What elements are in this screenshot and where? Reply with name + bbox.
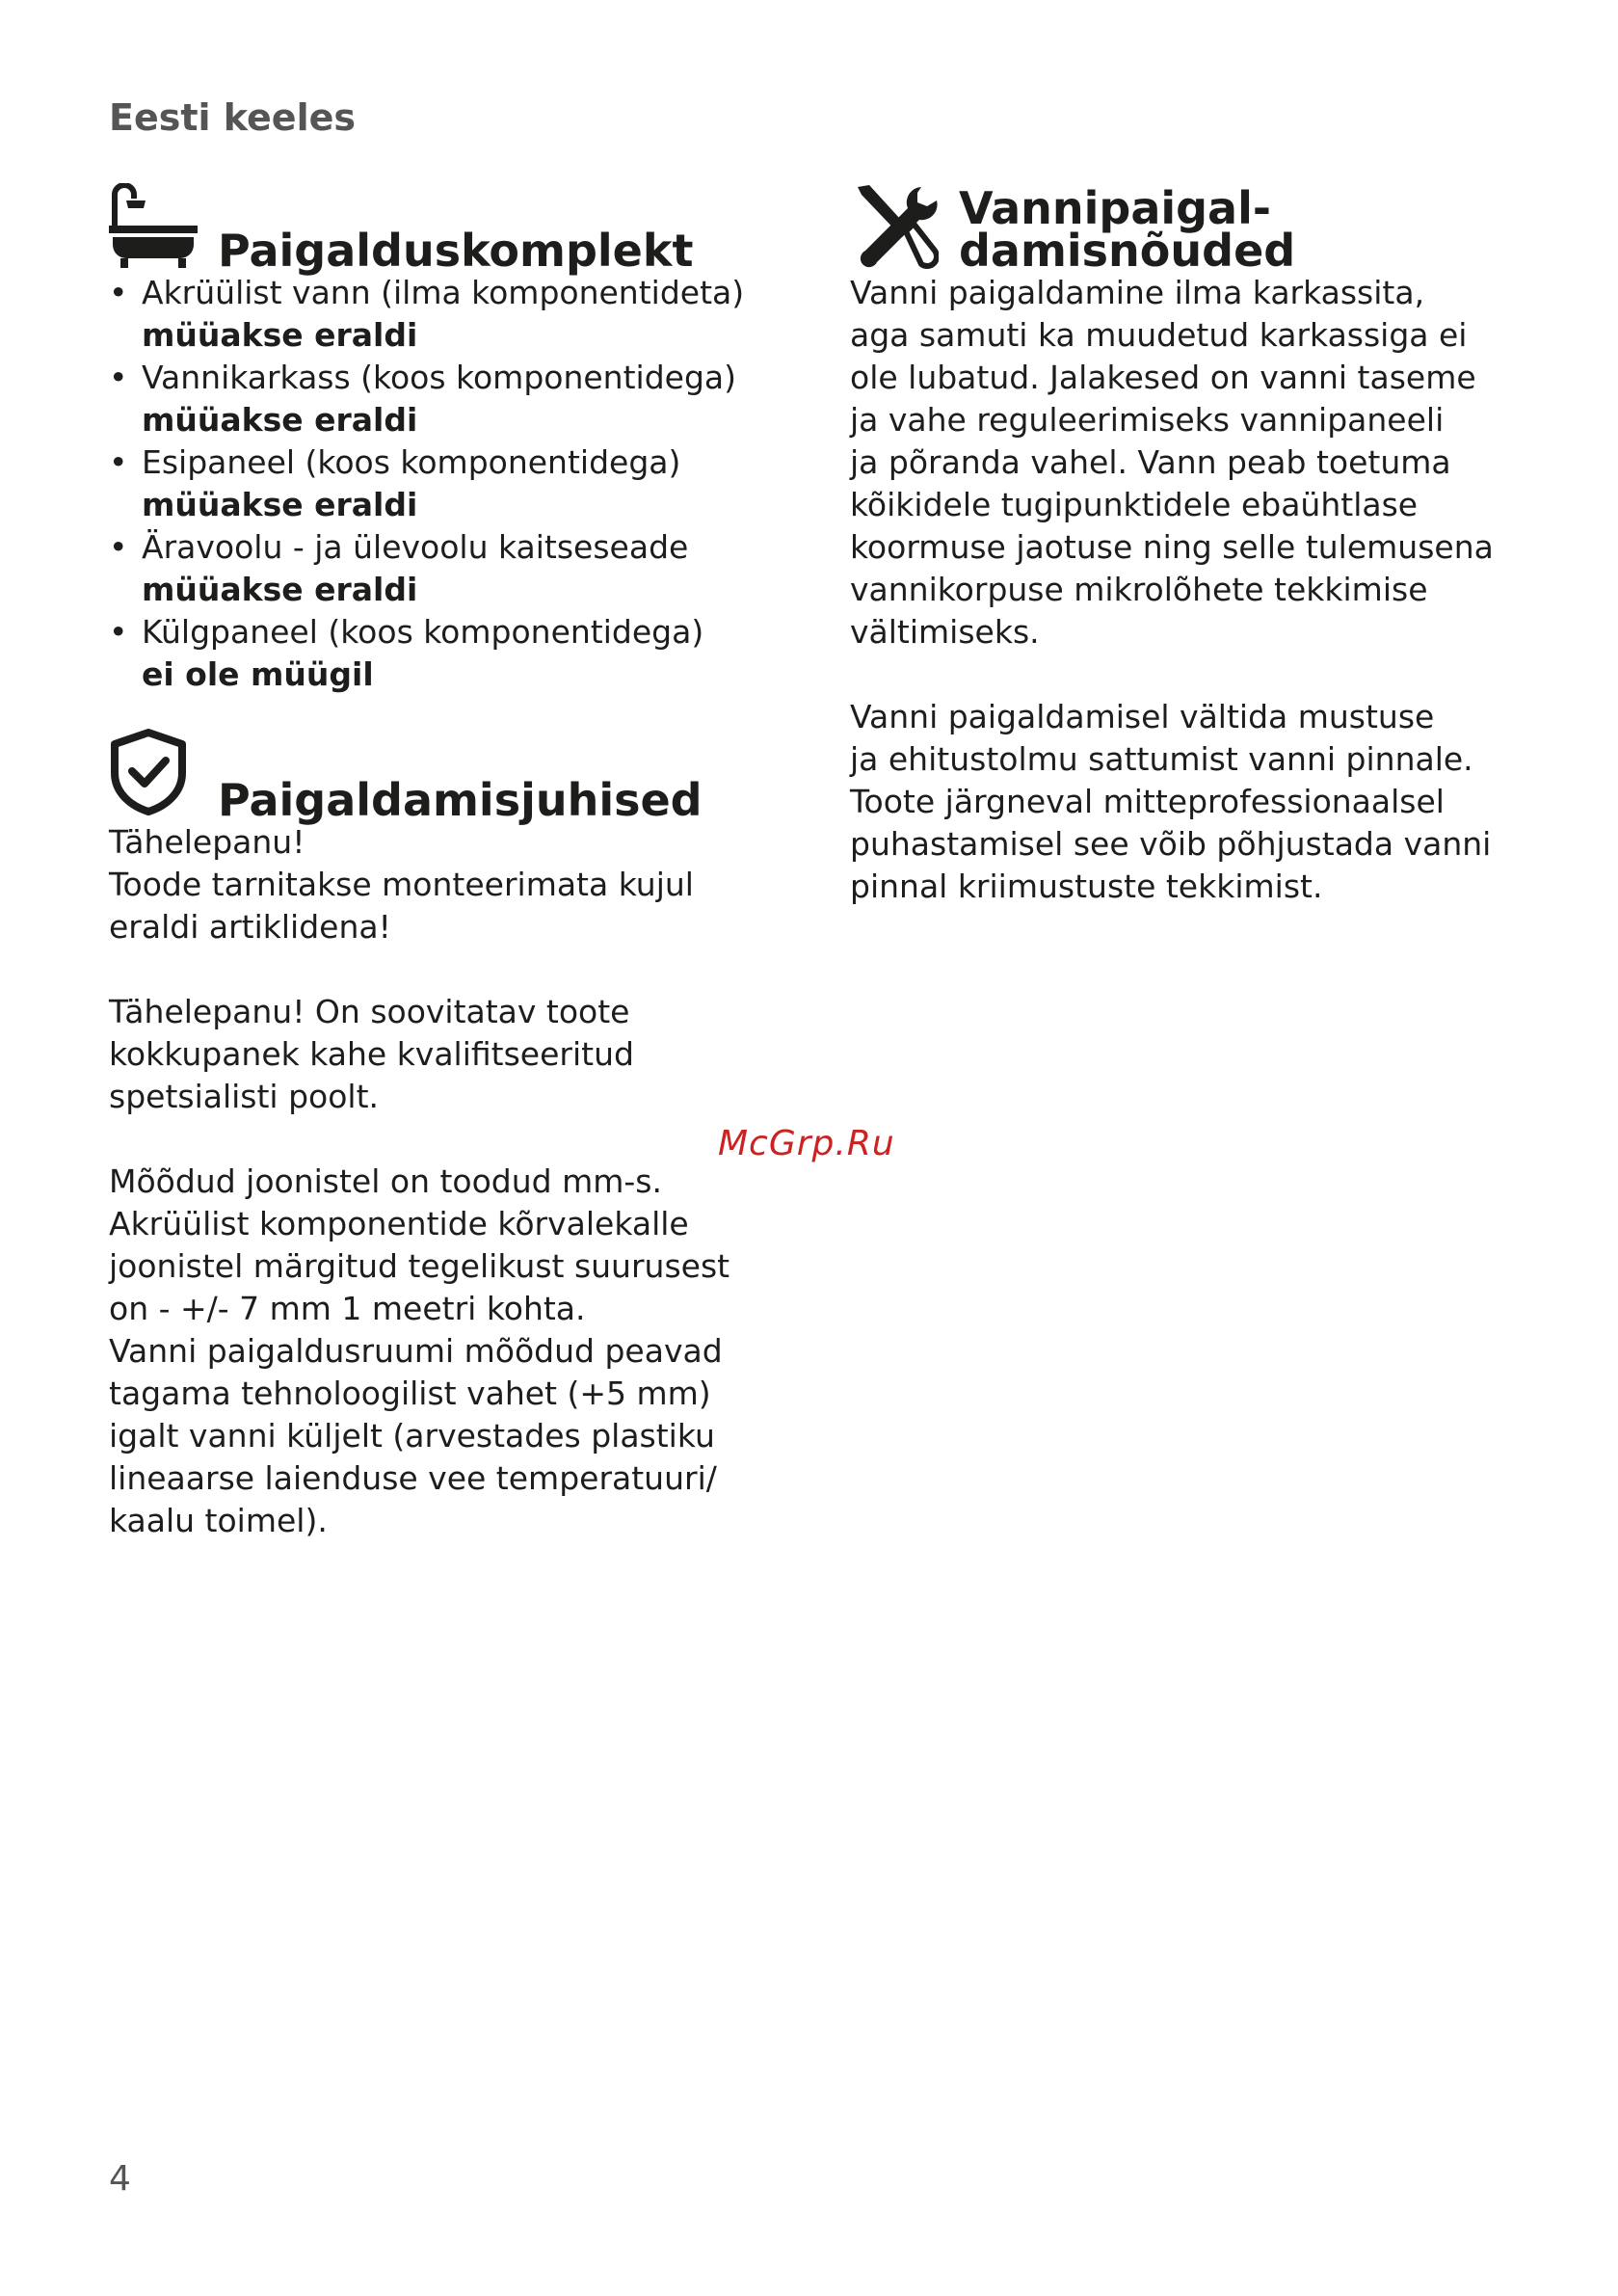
list-item — [109, 441, 783, 526]
kit-list — [109, 272, 783, 696]
right-column — [850, 183, 1525, 908]
shield-check-icon — [109, 729, 188, 819]
requirements-section-header — [850, 182, 1525, 277]
requirements-title-line-1: Vannipaigal- — [959, 182, 1271, 234]
requirements-paragraph-2: Vanni paigaldamisel vältida mustuse ja ehitustolmu sattumist vanni pinnale. Toote järgneval mitteprofessionaalsel puhastamisel see võib põhjustada vanni pinnal kriimustuste tekkimist. — [850, 698, 1492, 905]
instructions-paragraph-3: Mõõdud joonistel on toodud mm-s. Akrüülist komponentide kõrvalekalle joonistel märgitud tegelikust suurusest on - +/- 7 mm 1 meetri kohta. Vanni paigaldusruumi mõõdud peavad tagama tehnoloogilist vahet (+5 mm) igalt vanni küljelt (arvestades plastiku lineaarse laienduse vee temperatuuri/ kaalu toimel). — [109, 1162, 730, 1539]
item-label: Külgpaneel (koos komponentidega) — [142, 613, 704, 651]
requirements-paragraph-1: Vanni paigaldamine ilma karkassita, aga samuti ka muudetud karkassiga ei ole lubatud. Jalakesed on vanni taseme ja vahe reguleerimiseks vannipaneeli ja põranda vahel. Vann peab toetuma kõikidele tugipunktidele ebaühtlase koormuse jaotuse ning selle tulemusena vannikorpuse mikrolõhete tekkimise vältimiseks. — [850, 274, 1494, 651]
item-availability: müüakse eraldi — [142, 486, 418, 523]
item-availability: müüakse eraldi — [142, 401, 418, 439]
kit-title: Paigalduskomplekt — [218, 225, 694, 277]
watermark: McGrp.Ru — [718, 1124, 895, 1163]
list-item — [109, 357, 783, 441]
requirements-title-line-2: damisnõuded — [959, 225, 1296, 277]
list-item — [109, 272, 783, 357]
page-number: 4 — [109, 2159, 131, 2199]
item-label: Esipaneel (koos komponentidega) — [142, 443, 681, 481]
item-availability: müüakse eraldi — [142, 316, 418, 354]
language-label: Eesti keeles — [109, 96, 356, 139]
list-item — [109, 611, 783, 696]
item-label: Vannikarkass (koos komponentidega) — [142, 359, 736, 396]
instructions-paragraph-2: Tähelepanu! On soovitatav toote kokkupanek kahe kvalifitseeritud spetsialisti poolt. — [109, 993, 634, 1115]
item-label: Akrüülist vann (ilma komponentideta) — [142, 274, 745, 311]
bathtub-icon — [109, 183, 198, 276]
tools-icon — [850, 183, 939, 276]
instructions-title: Paigaldamisjuhised — [218, 774, 703, 826]
item-label: Äravoolu - ja ülevoolu kaitseseade — [142, 528, 689, 566]
left-column — [109, 183, 783, 1542]
item-availability: müüakse eraldi — [142, 571, 418, 608]
instructions-section-header — [109, 729, 783, 826]
requirements-title — [959, 182, 1296, 277]
list-item — [109, 526, 783, 611]
kit-section-header — [109, 183, 783, 277]
item-availability: ei ole müügil — [142, 655, 374, 693]
instructions-paragraph-1: Tähelepanu! Toode tarnitakse monteerimata kujul eraldi artiklidena! — [109, 823, 694, 946]
